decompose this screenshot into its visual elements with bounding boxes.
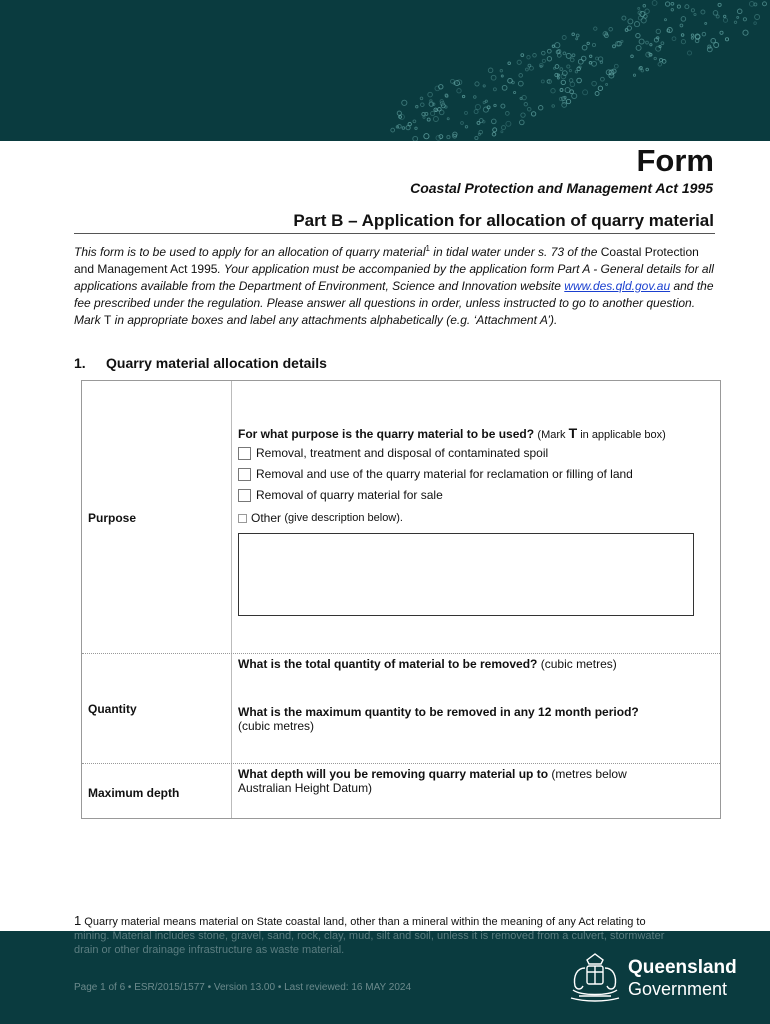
decorative-dot bbox=[531, 112, 535, 116]
decorative-dot bbox=[665, 2, 669, 6]
decorative-dot bbox=[557, 77, 559, 79]
decorative-dot bbox=[527, 107, 531, 111]
decorative-dot bbox=[749, 2, 754, 7]
decorative-dot bbox=[527, 56, 530, 59]
decorative-dot bbox=[594, 27, 597, 30]
purpose-label: Purpose bbox=[88, 511, 137, 525]
decorative-dot bbox=[595, 92, 599, 96]
decorative-dot bbox=[622, 16, 626, 20]
decorative-dot bbox=[755, 15, 760, 20]
decorative-dot bbox=[587, 42, 589, 44]
decorative-dot bbox=[654, 57, 656, 59]
decorative-dot bbox=[677, 5, 680, 8]
decorative-dot bbox=[493, 128, 497, 132]
decorative-dot bbox=[567, 65, 570, 68]
decorative-dot bbox=[421, 103, 425, 107]
decorative-dot bbox=[423, 116, 425, 118]
decorative-dot bbox=[560, 68, 563, 71]
act-title: Coastal Protection and Management Act 1995 bbox=[410, 180, 713, 196]
decorative-dot bbox=[592, 61, 597, 66]
footnote-text: mining. Material includes stone, gravel, sand, rock, clay, mud, silt and soil, unless it is removed from a culvert, stormwater bbox=[74, 930, 665, 942]
decorative-dot bbox=[522, 95, 526, 99]
decorative-dot bbox=[645, 9, 649, 13]
decorative-dot bbox=[598, 86, 602, 90]
option-reclamation[interactable] bbox=[238, 467, 633, 481]
decorative-dot bbox=[474, 110, 478, 114]
decorative-dot bbox=[500, 70, 502, 72]
question-unit: (metres below bbox=[551, 767, 627, 781]
decorative-dot bbox=[520, 120, 525, 125]
decorative-dot bbox=[428, 92, 433, 97]
decorative-dot bbox=[702, 32, 706, 36]
decorative-dot bbox=[493, 88, 496, 91]
decorative-dot bbox=[566, 53, 571, 58]
decorative-dot bbox=[592, 43, 595, 46]
decorative-dot bbox=[569, 70, 571, 72]
decorative-dot bbox=[638, 7, 640, 9]
decorative-dot bbox=[559, 97, 562, 100]
decorative-dot bbox=[533, 54, 537, 58]
decorative-dot bbox=[694, 13, 696, 15]
decorative-dot bbox=[713, 11, 718, 16]
decorative-dot bbox=[501, 131, 503, 133]
purpose-hint: in applicable box) bbox=[577, 429, 666, 441]
decorative-dot bbox=[681, 17, 686, 22]
decorative-dot bbox=[475, 104, 480, 109]
intro-text: and the fee prescribed under the regulation. Please answer all questions in order, unless instructed to go to another question. Mark bbox=[74, 279, 714, 327]
decorative-dot bbox=[577, 78, 582, 83]
decorative-dot bbox=[488, 68, 493, 73]
table-column-divider bbox=[231, 381, 232, 818]
footnote-text: Quarry material means material on State coastal land, other than a mineral within the meaning of any Act relating to bbox=[81, 916, 646, 928]
decorative-dot bbox=[501, 75, 503, 77]
depth-question bbox=[238, 767, 627, 795]
footnote-number: 1 bbox=[74, 913, 82, 928]
checkbox[interactable] bbox=[238, 468, 251, 481]
decorative-dot bbox=[641, 18, 646, 23]
decorative-dot bbox=[483, 85, 485, 87]
decorative-dot bbox=[716, 15, 719, 18]
decorative-dot bbox=[665, 19, 667, 21]
intro-text: . Your application must be accompanied by the application form Part A - General details for all applications available from the Department of Environment, Science and Innovation website bbox=[74, 262, 714, 293]
decorative-dot bbox=[576, 38, 578, 40]
decorative-dot bbox=[562, 36, 566, 40]
decorative-dot bbox=[502, 126, 506, 130]
decorative-dot bbox=[639, 39, 644, 44]
decorative-dot bbox=[447, 118, 449, 120]
decorative-dot bbox=[633, 74, 635, 76]
intro-act: Coastal Protection and Management Act 1995 bbox=[74, 245, 699, 276]
page-info: Page 1 of 6 • ESR/2015/1577 • Version 13.00 • Last reviewed: 16 MAY 2024 bbox=[74, 982, 412, 993]
decorative-dot bbox=[737, 9, 742, 14]
decorative-dot bbox=[552, 45, 554, 47]
decorative-dot bbox=[711, 38, 716, 43]
option-contaminated-spoil[interactable] bbox=[238, 446, 548, 460]
decorative-dot bbox=[478, 133, 480, 135]
decorative-dot bbox=[601, 77, 605, 81]
decorative-dot bbox=[652, 1, 657, 6]
decorative-dot bbox=[420, 97, 423, 100]
decorative-dot bbox=[636, 33, 640, 37]
decorative-dot bbox=[547, 57, 551, 61]
decorative-dot bbox=[596, 57, 599, 60]
decorative-dot bbox=[518, 81, 523, 86]
decorative-dot bbox=[656, 29, 660, 33]
max-quantity-question bbox=[238, 705, 639, 733]
option-sale[interactable] bbox=[238, 488, 443, 502]
decorative-dot bbox=[691, 37, 693, 39]
government-wordmark: Government bbox=[628, 979, 728, 999]
option-label: Removal of quarry material for sale bbox=[256, 488, 443, 502]
decorative-dot bbox=[427, 118, 430, 121]
intro-text: in appropriate boxes and label any attachments alphabetically (e.g. ‘Attachment A’). bbox=[111, 313, 558, 327]
decorative-dot bbox=[465, 111, 468, 114]
section-number: 1. bbox=[74, 355, 86, 371]
question-unit: Australian Height Datum) bbox=[238, 781, 373, 795]
decorative-dot bbox=[483, 107, 488, 112]
decorative-dot bbox=[680, 24, 683, 27]
decorative-dot bbox=[447, 136, 450, 139]
decorative-dot bbox=[714, 43, 719, 48]
decorative-dot bbox=[526, 68, 529, 71]
decorative-dot bbox=[691, 34, 693, 36]
decorative-dot bbox=[474, 96, 477, 99]
checkbox[interactable] bbox=[238, 489, 251, 502]
decorative-dot bbox=[572, 93, 577, 98]
decorative-dot bbox=[563, 52, 566, 55]
decorative-dot bbox=[451, 79, 455, 83]
decorative-dot bbox=[701, 10, 705, 14]
checkbox[interactable] bbox=[238, 447, 251, 460]
decorative-dot bbox=[658, 63, 662, 67]
decorative-dot bbox=[446, 95, 449, 98]
decorative-dot bbox=[590, 55, 592, 57]
decorative-dot bbox=[508, 78, 513, 83]
decorative-dot bbox=[475, 82, 479, 86]
decorative-dot bbox=[672, 37, 676, 41]
decorative-dot bbox=[502, 85, 507, 90]
option-label: Removal, treatment and disposal of contaminated spoil bbox=[256, 446, 549, 460]
decorative-dot bbox=[687, 51, 691, 55]
decorative-dot bbox=[725, 38, 728, 41]
decorative-dot bbox=[431, 111, 435, 115]
decorative-dot bbox=[514, 91, 516, 93]
decorative-dot bbox=[475, 136, 478, 139]
decorative-dot bbox=[583, 90, 588, 95]
decorative-dot bbox=[705, 22, 707, 24]
decorative-dots bbox=[0, 0, 770, 141]
decorative-dot bbox=[465, 126, 467, 128]
decorative-dot bbox=[720, 31, 723, 34]
decorative-dot bbox=[609, 27, 613, 31]
decorative-dot bbox=[754, 22, 757, 25]
decorative-dot bbox=[570, 82, 575, 87]
decorative-dot bbox=[685, 5, 689, 9]
decorative-dot bbox=[552, 105, 555, 108]
option-hint: (give description below). bbox=[284, 512, 403, 524]
des-website-link[interactable]: www.des.qld.gov.au bbox=[564, 279, 671, 293]
decorative-dot bbox=[560, 89, 563, 92]
decorative-dot bbox=[402, 127, 405, 130]
mark-symbol: T bbox=[104, 313, 112, 327]
decorative-dot bbox=[424, 134, 429, 139]
quantity-label: Quantity bbox=[88, 702, 137, 716]
decorative-dot bbox=[542, 51, 546, 55]
decorative-dot bbox=[402, 100, 407, 105]
decorative-dot bbox=[681, 34, 684, 37]
decorative-dot bbox=[724, 15, 726, 17]
decorative-dot bbox=[681, 40, 685, 44]
decorative-dot bbox=[641, 70, 643, 72]
decorative-dot bbox=[461, 122, 464, 125]
decorative-dot bbox=[671, 2, 674, 5]
decorative-dot bbox=[609, 73, 614, 78]
decorative-dot bbox=[582, 45, 587, 50]
decorative-dot bbox=[656, 46, 661, 51]
decorative-dot bbox=[723, 18, 727, 22]
intro-paragraph bbox=[74, 240, 714, 329]
question-text: What is the maximum quantity to be removed in any 12 month period? bbox=[238, 705, 639, 719]
decorative-dot bbox=[743, 30, 748, 35]
decorative-dot bbox=[542, 59, 545, 62]
decorative-dot bbox=[551, 89, 555, 93]
decorative-dot bbox=[483, 102, 485, 104]
decorative-dot bbox=[576, 34, 579, 37]
decorative-dot bbox=[631, 55, 634, 58]
decorative-dot bbox=[492, 119, 497, 124]
decorative-dot bbox=[492, 132, 496, 136]
decorative-dot bbox=[570, 58, 574, 62]
decorative-dot bbox=[539, 106, 543, 110]
decorative-dot bbox=[561, 80, 565, 84]
decorative-dot bbox=[517, 60, 521, 64]
decorative-dot bbox=[457, 89, 461, 93]
purpose-hint: (Mark bbox=[537, 429, 569, 441]
decorative-dot bbox=[572, 33, 575, 36]
decorative-dot bbox=[528, 64, 531, 67]
decorative-dot bbox=[650, 44, 652, 46]
checkbox[interactable] bbox=[238, 514, 247, 523]
decorative-dot bbox=[628, 19, 633, 24]
footnote-text: drain or other drainage infrastructure as waste material. bbox=[74, 944, 345, 956]
mark-symbol: T bbox=[568, 425, 578, 441]
decorative-dot bbox=[413, 120, 416, 123]
decorative-dot bbox=[634, 22, 639, 27]
max-depth-label: Maximum depth bbox=[88, 786, 180, 800]
decorative-dot bbox=[627, 26, 631, 30]
decorative-dot bbox=[521, 113, 525, 117]
decorative-dot bbox=[521, 54, 524, 57]
total-quantity-question bbox=[238, 657, 617, 671]
decorative-dot bbox=[646, 68, 649, 71]
decorative-dot bbox=[555, 43, 560, 48]
decorative-dot bbox=[575, 71, 577, 73]
header-band bbox=[0, 0, 770, 141]
decorative-dot bbox=[661, 42, 664, 45]
decorative-dot bbox=[462, 95, 464, 97]
question-unit: (cubic metres) bbox=[540, 657, 617, 671]
decorative-dot bbox=[491, 75, 496, 80]
table-row-divider bbox=[82, 763, 720, 764]
table-row-divider bbox=[82, 653, 720, 654]
decorative-dot bbox=[763, 2, 767, 6]
form-title: Form bbox=[636, 143, 714, 178]
decorative-dot bbox=[636, 45, 641, 50]
question-unit: (cubic metres) bbox=[238, 719, 315, 733]
decorative-dot bbox=[439, 110, 444, 115]
decorative-dot bbox=[691, 9, 694, 12]
decorative-dot bbox=[413, 136, 418, 141]
purpose-question bbox=[238, 426, 666, 442]
decorative-dot bbox=[415, 127, 417, 129]
decorative-dot bbox=[519, 74, 523, 78]
intro-text: in tidal water under s. 73 of the bbox=[429, 245, 601, 259]
decorative-dot bbox=[671, 9, 673, 11]
decorative-dot bbox=[506, 121, 511, 126]
question-text: What depth will you be removing quarry material up to bbox=[238, 767, 549, 781]
decorative-dot bbox=[547, 49, 551, 53]
decorative-dot bbox=[621, 40, 623, 42]
option-label: Removal and use of the quarry material for reclamation or filling of land bbox=[256, 467, 633, 481]
decorative-dot bbox=[541, 80, 544, 83]
decorative-dot bbox=[614, 64, 618, 68]
decorative-dot bbox=[508, 62, 511, 65]
footnote-ref: 1 bbox=[425, 244, 430, 253]
decorative-dot bbox=[505, 112, 509, 116]
decorative-dot bbox=[433, 117, 438, 122]
decorative-dot bbox=[416, 106, 418, 108]
intro-text: This form is to be used to apply for an allocation of quarry material bbox=[74, 245, 426, 259]
decorative-dot bbox=[743, 18, 746, 21]
queensland-wordmark: Queensland bbox=[628, 957, 737, 978]
question-text: What is the total quantity of material to be removed? bbox=[238, 657, 538, 671]
decorative-dot bbox=[737, 16, 739, 18]
decorative-dot bbox=[494, 104, 496, 106]
decorative-dot bbox=[589, 62, 592, 65]
section-title: Quarry material allocation details bbox=[106, 355, 327, 371]
decorative-dot bbox=[613, 45, 616, 48]
decorative-dot bbox=[662, 60, 666, 64]
decorative-dot bbox=[581, 56, 586, 61]
decorative-dot bbox=[643, 5, 646, 8]
decorative-dot bbox=[565, 88, 570, 93]
decorative-dot bbox=[718, 3, 721, 6]
decorative-dot bbox=[483, 121, 485, 123]
decorative-dot bbox=[646, 41, 649, 44]
other-description-input[interactable] bbox=[238, 533, 694, 616]
decorative-dot bbox=[524, 103, 527, 106]
part-title: Part B – Application for allocation of quarry material bbox=[293, 211, 714, 230]
decorative-dot bbox=[553, 67, 555, 69]
decorative-dot bbox=[734, 21, 736, 23]
option-other[interactable] bbox=[238, 511, 403, 525]
divider bbox=[74, 233, 715, 234]
option-label: Other bbox=[251, 511, 282, 525]
decorative-dot bbox=[592, 81, 597, 86]
decorative-dot bbox=[547, 80, 550, 83]
purpose-question-text: For what purpose is the quarry material to be used? bbox=[238, 427, 535, 441]
decorative-dot bbox=[501, 104, 505, 108]
decorative-dot bbox=[598, 57, 602, 61]
decorative-dot bbox=[606, 83, 608, 85]
decorative-dot bbox=[572, 54, 575, 57]
decorative-dot bbox=[408, 122, 411, 125]
coat-of-arms-icon bbox=[565, 950, 625, 1004]
decorative-dot bbox=[391, 128, 395, 132]
